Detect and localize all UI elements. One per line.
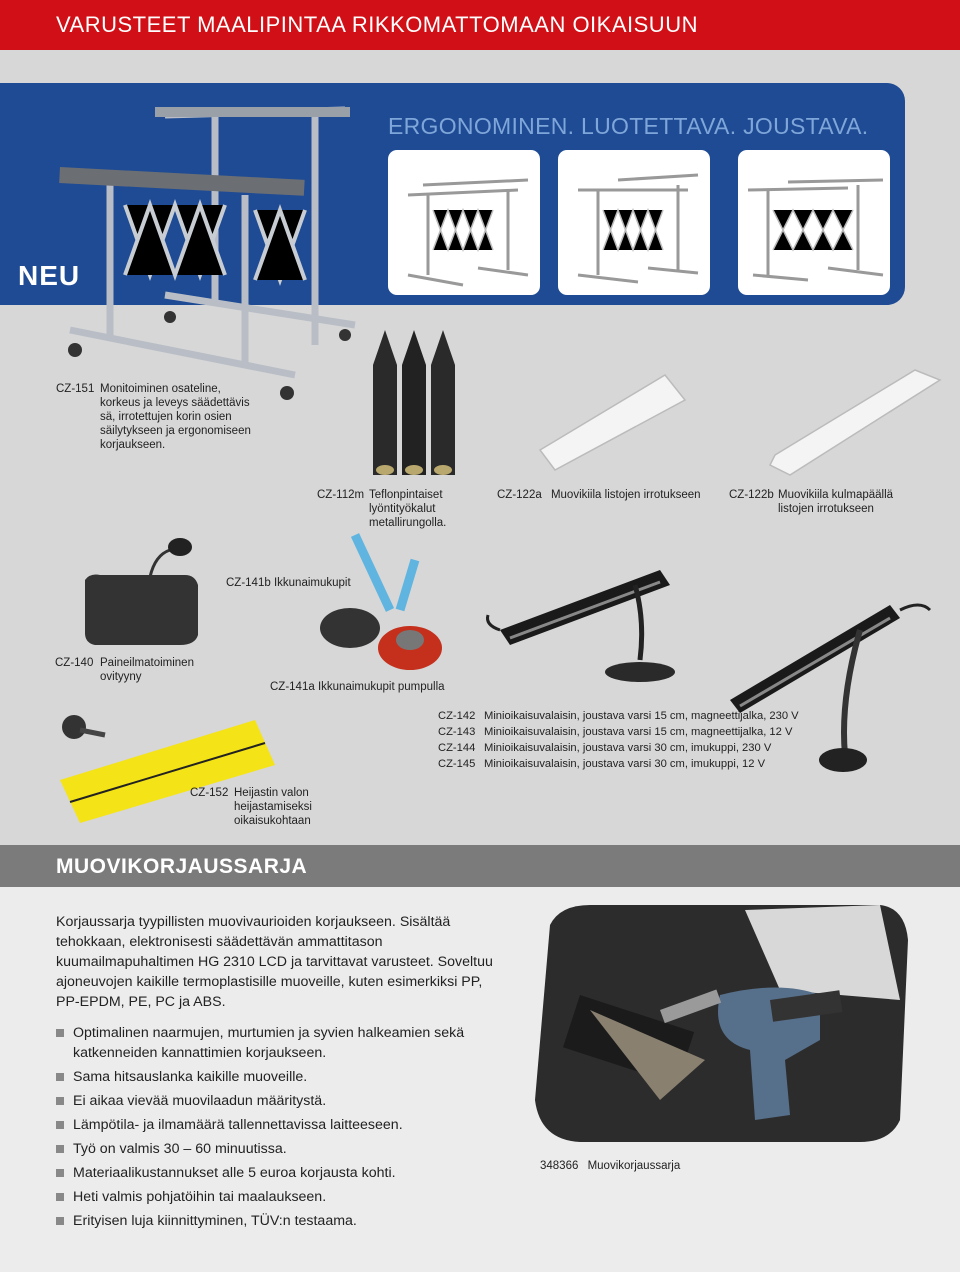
product-text: Muovikiila kulmapäällä listojen irrotukseen [778, 489, 894, 515]
lamp-list [438, 708, 799, 772]
bullet-square-icon [56, 1073, 64, 1081]
product-text: Ikkunaimukupit pumpulla [317, 681, 445, 693]
list-item: Materiaalikustannukset alle 5 euroa korjausta kohti. [56, 1163, 476, 1183]
product-code: CZ-142 [438, 710, 476, 722]
stand-thumbnail-2 [558, 150, 710, 295]
product-text: Minioikaisuvalaisin, joustava varsi 30 cm, imukuppi, 12 V [484, 758, 766, 770]
product-code: CZ-122a [497, 489, 542, 501]
product-code: CZ-152 [190, 787, 229, 799]
air-cushion-image [80, 535, 210, 650]
hammer-tools-image [365, 325, 460, 480]
product-text: Monitoiminen osateline, korkeus ja leveys säädettävis sä, irrotettujen korin osien säilytykseen ja ergonomiseen korjaukseen. [100, 383, 251, 451]
product-code: CZ-122b [729, 489, 774, 501]
section-header [0, 845, 960, 887]
list-item: Heti valmis pohjatöihin tai maalaukseen. [56, 1187, 476, 1207]
list-item: Sama hitsauslanka kaikille muoveille. [56, 1067, 476, 1087]
lamp-row [438, 708, 799, 724]
caption-cz112m [317, 488, 487, 530]
repair-kit-case-image [520, 900, 915, 1145]
product-code: 348366 [540, 1160, 579, 1172]
product-text: Teflonpintaiset lyöntityökalut metallirungolla. [369, 489, 447, 529]
kit-caption [540, 1159, 680, 1173]
plastic-wedge-angled-image [765, 365, 945, 480]
list-item: Optimalinen naarmujen, murtumien ja syvien halkeamien sekä katkenneiden kannattimien korjaukseen. [56, 1023, 476, 1063]
product-text: Paineilmatoiminen ovityyny [100, 657, 194, 683]
bullet-square-icon [56, 1121, 64, 1129]
stand-main-image [55, 95, 375, 410]
list-item: Lämpötila- ja ilmamäärä tallennettavissa laitteeseen. [56, 1115, 476, 1135]
stand-thumbnail-image [558, 150, 710, 295]
product-text: Muovikorjaussarja [587, 1160, 681, 1172]
product-text: Minioikaisuvalaisin, joustava varsi 30 cm, imukuppi, 230 V [484, 742, 772, 754]
product-code: CZ-141a [270, 681, 315, 693]
caption-cz141a [270, 680, 445, 694]
bullet-square-icon [56, 1097, 64, 1105]
lamp-row [438, 756, 799, 772]
product-text: Muovikiila listojen irrotukseen [550, 489, 701, 501]
list-item: Erityisen luja kiinnittyminen, TÜV:n testaama. [56, 1211, 476, 1231]
section-title: MUOVIKORJAUSSARJA [56, 855, 308, 878]
bullet-square-icon [56, 1029, 64, 1037]
new-badge: NEU [18, 260, 81, 291]
caption-cz122a [497, 488, 717, 502]
caption-cz122b [729, 488, 929, 516]
inspection-lamp-magnet-image [480, 560, 700, 700]
product-code: CZ-143 [438, 726, 476, 738]
stand-thumbnail-image [388, 150, 540, 295]
section-description: Korjaussarja tyypillisten muovivaurioiden korjaukseen. Sisältää tehokkaan, elektronisesti säädettävän ammattitason kuumailmapuhaltimen HG 2310 LCD ja tarvittavat varusteet. Soveltuu ajoneuvojen kaikille termoplastisille muoveille, kuten esimerkiksi PP, PP-EPDM, PE, PC ja ABS. [56, 914, 493, 1010]
header-bar [0, 0, 960, 50]
product-text: Minioikaisuvalaisin, joustava varsi 15 cm, magneettijalka, 12 V [484, 726, 793, 738]
stand-thumbnail-3 [738, 150, 890, 295]
product-text: Minioikaisuvalaisin, joustava varsi 15 cm, magneettijalka, 230 V [484, 710, 799, 722]
bullet-square-icon [56, 1169, 64, 1177]
lamp-row [438, 724, 799, 740]
stand-thumbnail-image [738, 150, 890, 295]
list-item: Työ on valmis 30 – 60 minuutissa. [56, 1139, 476, 1159]
product-code: CZ-140 [55, 657, 94, 669]
suction-cups-image [315, 530, 445, 675]
bullet-square-icon [56, 1145, 64, 1153]
lamp-row [438, 740, 799, 756]
caption-cz140 [55, 656, 225, 684]
feature-list [56, 1023, 476, 1235]
product-code: CZ-151 [56, 383, 95, 395]
caption-cz151 [56, 382, 276, 452]
product-code: CZ-141b [226, 577, 271, 589]
caption-cz152 [190, 786, 410, 828]
banner-tagline: ERGONOMINEN. LUOTETTAVA. JOUSTAVA. [388, 113, 869, 139]
bullet-square-icon [56, 1193, 64, 1201]
product-code: CZ-112m [317, 489, 365, 501]
plastic-wedge-image [535, 370, 695, 475]
product-text: Heijastin valon heijastamiseksi oikaisukohtaan [234, 787, 312, 827]
list-item: Ei aikaa vievää muovilaadun määritystä. [56, 1091, 476, 1111]
stand-thumbnail-1 [388, 150, 540, 295]
bullet-square-icon [56, 1217, 64, 1225]
product-text: Ikkunaimukupit [273, 577, 351, 589]
product-code: CZ-145 [438, 758, 476, 770]
page-title: VARUSTEET MAALIPINTAA RIKKOMATTOMAAN OIKAISUUN [56, 12, 698, 37]
product-code: CZ-144 [438, 742, 476, 754]
